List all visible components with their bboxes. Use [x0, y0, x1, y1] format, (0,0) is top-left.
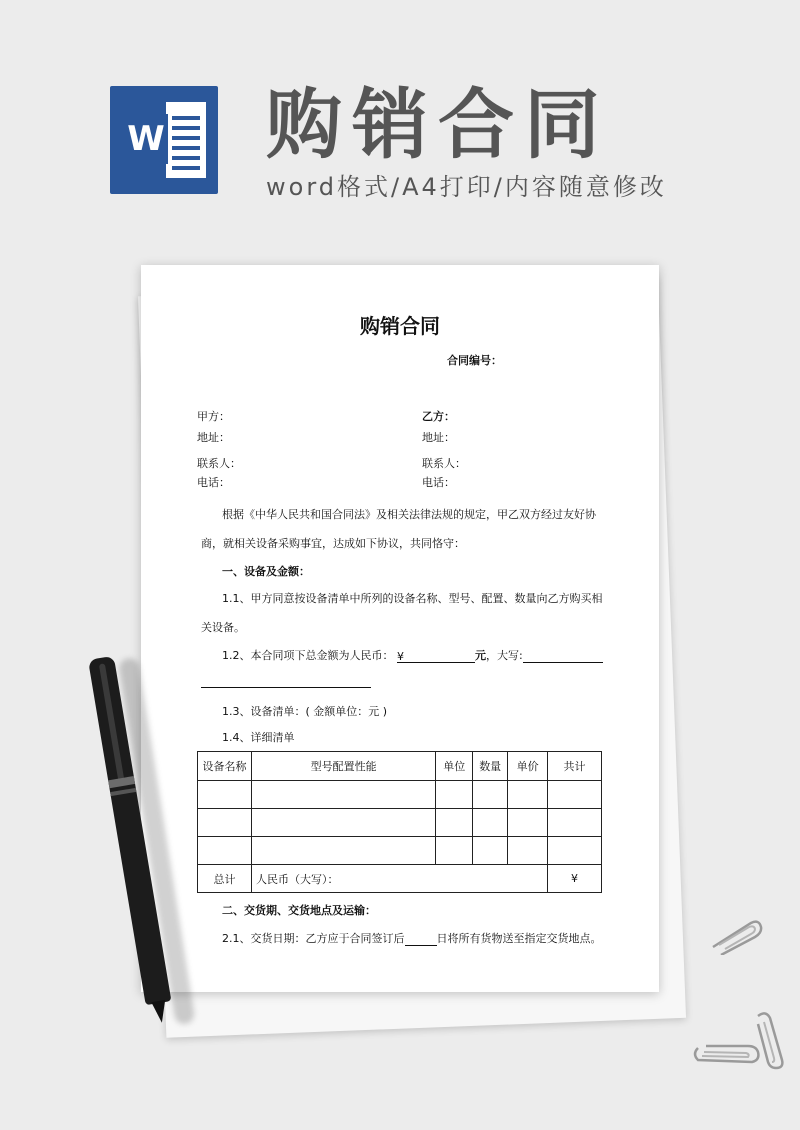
table-header-cell: 设备名称	[198, 752, 252, 781]
table-row	[198, 781, 602, 809]
banner-title: 购销合同	[266, 80, 610, 169]
table-cell[interactable]	[198, 809, 252, 837]
amount-blank	[397, 650, 475, 663]
equipment-table	[197, 751, 602, 893]
total-rmb-label-cell: 人民币（大写）：	[251, 865, 547, 893]
party-a-phone-label: 电话：	[197, 476, 230, 489]
table-row	[198, 809, 602, 837]
contract-title: 购销合同	[360, 314, 440, 338]
banner-subtitle: word格式/A4打印/内容随意修改	[266, 173, 667, 201]
clause-1-4: 1.4、详细清单	[222, 731, 295, 744]
clause-2-1-prefix: 2.1、交货日期：乙方应于合同签订后	[222, 932, 405, 945]
party-b-contact-label: 联系人：	[422, 457, 466, 470]
party-a-address-label: 地址：	[197, 431, 230, 444]
word-logo-document	[166, 102, 206, 178]
table-total-row	[198, 865, 602, 893]
table-header-cell: 共计	[548, 752, 602, 781]
clause-2-1-suffix: 日将所有货物送至指定交货地点。	[436, 932, 602, 945]
table-cell[interactable]	[436, 809, 473, 837]
party-a-label: 甲方：	[197, 410, 230, 423]
capital-amount-continuation-line	[201, 687, 371, 688]
table-header-row	[198, 752, 602, 781]
table-header-cell: 型号配置性能	[251, 752, 435, 781]
table-cell[interactable]	[473, 781, 508, 809]
total-currency-cell: ¥	[548, 865, 602, 893]
table-cell[interactable]	[508, 809, 548, 837]
contract-page	[141, 265, 659, 992]
currency-symbol: ¥	[397, 650, 404, 663]
party-b-address-label: 地址：	[422, 431, 455, 444]
paperclip-icon	[692, 1038, 762, 1068]
table-cell[interactable]	[251, 837, 435, 865]
total-label-cell: 总计	[198, 865, 252, 893]
clause-1-3: 1.3、设备清单：( 金额单位：元 )	[222, 705, 388, 718]
table-cell[interactable]	[548, 809, 602, 837]
clause-1-2	[222, 649, 603, 663]
table-cell[interactable]	[198, 781, 252, 809]
word-logo-icon	[110, 86, 218, 194]
yuan-label: 元	[475, 649, 486, 662]
table-cell[interactable]	[198, 837, 252, 865]
table-cell[interactable]	[473, 809, 508, 837]
capital-amount-blank	[523, 650, 603, 663]
word-logo-letter: W	[124, 114, 168, 164]
capital-amount-label: ，大写:	[486, 649, 523, 662]
clause-2-1	[222, 932, 602, 946]
table-cell[interactable]	[436, 837, 473, 865]
table-cell[interactable]	[436, 781, 473, 809]
delivery-days-blank	[405, 933, 437, 946]
section2-heading: 二、交货期、交货地点及运输：	[222, 904, 376, 917]
table-header-cell: 数量	[473, 752, 508, 781]
table-cell[interactable]	[548, 781, 602, 809]
table-cell[interactable]	[251, 809, 435, 837]
clause-1-1-line2: 关设备。	[201, 621, 245, 634]
clause-1-1-line1: 1.1、甲方同意按设备清单中所列的设备名称、型号、配置、数量向乙方购买相	[222, 592, 603, 605]
clause-1-2-prefix: 1.2、本合同项下总金额为人民币：	[222, 649, 394, 662]
party-b-label: 乙方：	[422, 410, 455, 423]
table-header-cell: 单价	[508, 752, 548, 781]
table-cell[interactable]	[508, 781, 548, 809]
table-header-cell: 单位	[436, 752, 473, 781]
table-cell[interactable]	[473, 837, 508, 865]
intro-paragraph-line1: 根据《中华人民共和国合同法》及相关法律法规的规定，甲乙双方经过友好协	[222, 508, 596, 521]
section1-heading: 一、设备及金额：	[222, 565, 310, 578]
party-a-contact-label: 联系人：	[197, 457, 241, 470]
table-cell[interactable]	[548, 837, 602, 865]
table-row	[198, 837, 602, 865]
table-cell[interactable]	[508, 837, 548, 865]
paperclip-icon	[705, 915, 765, 955]
contract-number-label: 合同编号：	[447, 354, 502, 367]
party-b-phone-label: 电话：	[422, 476, 455, 489]
table-cell[interactable]	[251, 781, 435, 809]
intro-paragraph-line2: 商，就相关设备采购事宜，达成如下协议，共同恪守：	[201, 537, 465, 550]
